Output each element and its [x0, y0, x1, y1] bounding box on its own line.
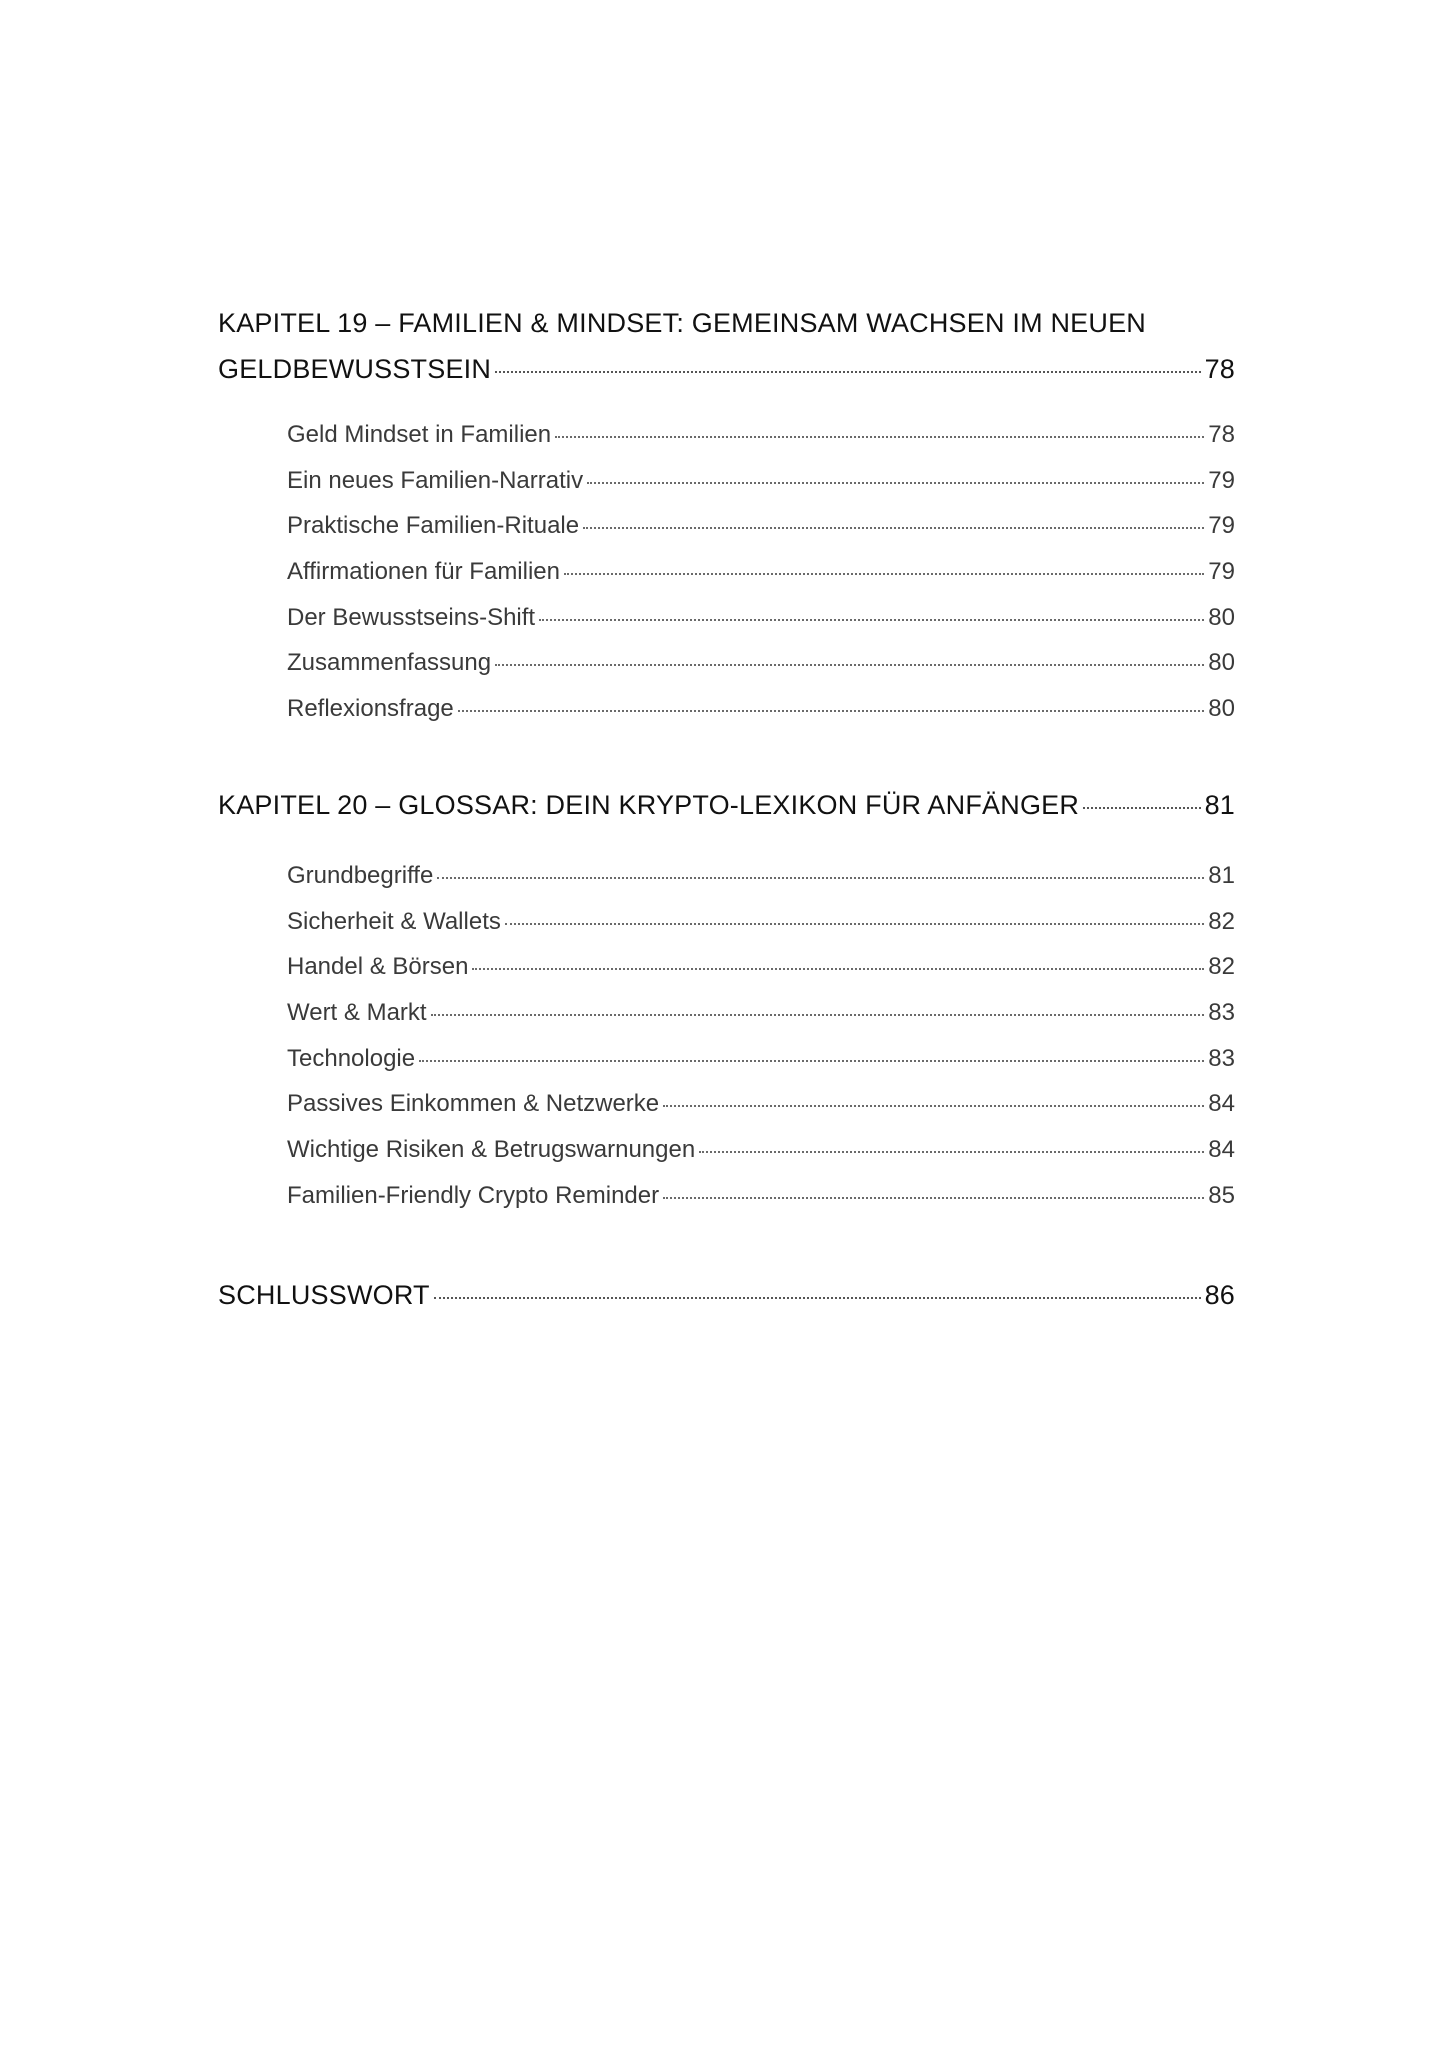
dot-leader	[495, 664, 1204, 666]
dot-leader	[505, 923, 1204, 925]
dot-leader	[495, 371, 1201, 373]
toc-section-entry[interactable]	[287, 1081, 1235, 1127]
page-number: 79	[1208, 558, 1235, 586]
page-number: 83	[1208, 1044, 1235, 1072]
toc-section-entry[interactable]	[287, 944, 1235, 990]
chapter-title: GELDBEWUSSTSEIN	[218, 354, 492, 384]
toc-section-entry[interactable]	[287, 899, 1235, 945]
dot-leader	[583, 527, 1204, 529]
section-title: Technologie	[287, 1044, 416, 1072]
toc-section-entry[interactable]	[287, 686, 1235, 732]
page-number: 82	[1208, 907, 1235, 935]
toc-section-entry[interactable]	[287, 1127, 1235, 1173]
toc-chapter-19[interactable]	[218, 300, 1235, 392]
dot-leader	[431, 1014, 1205, 1016]
dot-leader	[555, 436, 1204, 438]
dot-leader	[564, 573, 1204, 575]
toc-section-entry[interactable]	[287, 1036, 1235, 1082]
section-title: Passives Einkommen & Netzwerke	[287, 1090, 660, 1118]
section-title: Wichtige Risiken & Betrugswarnungen	[287, 1135, 696, 1163]
page-number: 81	[1208, 861, 1235, 889]
toc-section-entry[interactable]	[287, 640, 1235, 686]
section-title: Reflexionsfrage	[287, 695, 454, 723]
section-title: Grundbegriffe	[287, 861, 434, 889]
chapter-title: SCHLUSSWORT	[218, 1280, 430, 1311]
page-number: 78	[1208, 421, 1235, 448]
section-list	[218, 853, 1235, 1219]
chapter-title: KAPITEL 20 – GLOSSAR: DEIN KRYPTO-LEXIKON FÜR ANFÄNGER	[218, 789, 1080, 820]
toc-section-entry[interactable]	[287, 990, 1235, 1036]
page-number: 84	[1208, 1135, 1235, 1163]
dot-leader	[539, 619, 1204, 621]
dot-leader	[699, 1151, 1204, 1153]
toc-section-entry[interactable]	[287, 595, 1235, 641]
page-number: 80	[1208, 603, 1235, 631]
toc-schlusswort[interactable]	[218, 1272, 1235, 1318]
section-title: Affirmationen für Familien	[287, 558, 560, 586]
page-number: 80	[1208, 695, 1235, 723]
dot-leader	[458, 710, 1205, 712]
section-title: Ein neues Familien-Narrativ	[287, 466, 584, 494]
section-list	[218, 412, 1235, 732]
page-number: 80	[1208, 649, 1235, 677]
chapter-title-line: KAPITEL 19 – FAMILIEN & MINDSET: GEMEINSAM WACHSEN IM NEUEN	[218, 308, 1146, 338]
page-number: 84	[1208, 1090, 1235, 1118]
toc-section-entry[interactable]	[287, 1173, 1235, 1219]
page-number: 82	[1208, 953, 1235, 981]
page-number: 85	[1208, 1181, 1235, 1209]
page-number: 83	[1208, 998, 1235, 1026]
dot-leader	[663, 1197, 1204, 1199]
toc-section-entry[interactable]	[287, 503, 1235, 549]
section-title: Wert & Markt	[287, 998, 427, 1026]
toc-section-entry[interactable]	[287, 458, 1235, 504]
dot-leader	[437, 877, 1204, 879]
dot-leader	[663, 1105, 1204, 1107]
chapter-entry-row	[218, 782, 1235, 828]
table-of-contents	[218, 300, 1235, 1318]
section-title: Praktische Familien-Rituale	[287, 512, 580, 540]
toc-chapter-20[interactable]	[218, 782, 1235, 828]
section-title: Geld Mindset in Familien	[287, 421, 552, 448]
dot-leader	[434, 1297, 1201, 1299]
chapter-entry-row	[218, 346, 1235, 392]
section-title: Der Bewusstseins-Shift	[287, 603, 536, 631]
page-number: 79	[1208, 512, 1235, 540]
section-title: Sicherheit & Wallets	[287, 907, 501, 935]
dot-leader	[472, 968, 1204, 970]
section-title: Handel & Börsen	[287, 953, 469, 981]
chapter-entry-row	[218, 1272, 1235, 1318]
page-number: 79	[1208, 466, 1235, 494]
toc-section-entry[interactable]	[287, 412, 1235, 458]
toc-section-entry[interactable]	[287, 853, 1235, 899]
section-title: Zusammenfassung	[287, 649, 492, 677]
page-number: 86	[1204, 1280, 1235, 1311]
toc-section-entry[interactable]	[287, 549, 1235, 595]
dot-leader	[1083, 807, 1201, 809]
dot-leader	[587, 482, 1204, 484]
page-number: 81	[1204, 789, 1235, 820]
dot-leader	[419, 1060, 1204, 1062]
section-title: Familien-Friendly Crypto Reminder	[287, 1181, 660, 1209]
page-number: 78	[1204, 354, 1235, 384]
